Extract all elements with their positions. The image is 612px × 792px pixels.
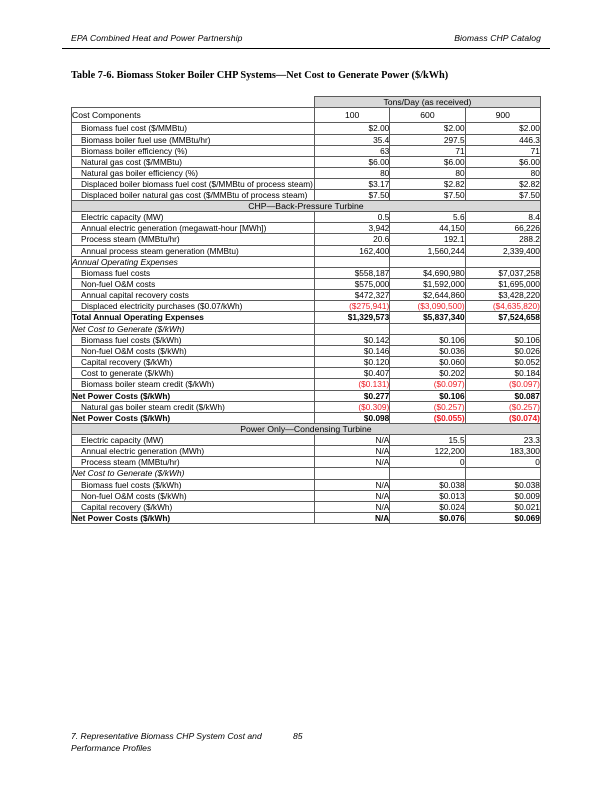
table-row [72, 512, 541, 523]
row-value-900: $7,524,658 [465, 312, 540, 323]
table-row [72, 134, 541, 145]
table-container [71, 96, 540, 524]
row-label: Annual electric generation (megawatt-hour [MWh]) [72, 223, 315, 234]
row-value-900: $3,428,220 [465, 290, 540, 301]
row-value-600: 122,200 [390, 445, 465, 456]
table-row [72, 490, 541, 501]
table-row [72, 156, 541, 167]
row-value-600: 297.5 [390, 134, 465, 145]
row-label: Displaced boiler natural gas cost ($/MMBtu of process steam) [72, 190, 315, 201]
table-row [72, 401, 541, 412]
page-number: 85 [293, 731, 303, 741]
table-row [72, 312, 541, 323]
table-row [72, 357, 541, 368]
row-label: Electric capacity (MW) [72, 434, 315, 445]
row-label: Net Power Costs ($/kWh) [72, 412, 315, 423]
row-value-100: 3,942 [315, 223, 390, 234]
row-value-600: $0.202 [390, 368, 465, 379]
row-value-900: 0 [465, 457, 540, 468]
table-row [72, 245, 541, 256]
row-value-600: $0.013 [390, 490, 465, 501]
running-head [71, 33, 541, 43]
table-row [72, 479, 541, 490]
table-row [72, 390, 541, 401]
row-value-900: ($0.074) [465, 412, 540, 423]
table-row [72, 268, 541, 279]
row-value-100: N/A [315, 434, 390, 445]
row-label: Process steam (MMBtu/hr) [72, 457, 315, 468]
row-label: Natural gas cost ($/MMBtu) [72, 156, 315, 167]
row-value-900: $6.00 [465, 156, 540, 167]
row-label: Electric capacity (MW) [72, 212, 315, 223]
table-row [72, 301, 541, 312]
row-value-600: 15.5 [390, 434, 465, 445]
table-row [72, 379, 541, 390]
column-header-tons-900: 900 [465, 108, 540, 123]
row-value-100: N/A [315, 490, 390, 501]
row-label: Biomass boiler efficiency (%) [72, 145, 315, 156]
row-value-600: ($0.055) [390, 412, 465, 423]
table-row [72, 223, 541, 234]
row-value-900: 80 [465, 167, 540, 178]
row-value-100: 35.4 [315, 134, 390, 145]
row-value-900: $1,695,000 [465, 279, 540, 290]
row-label: Annual electric generation (MWh) [72, 445, 315, 456]
row-value-100: $0.098 [315, 412, 390, 423]
row-value-600: ($0.097) [390, 379, 465, 390]
column-header-cost-components: Cost Components [72, 108, 315, 123]
row-value-100: N/A [315, 501, 390, 512]
row-value-900: $0.038 [465, 479, 540, 490]
subsection-empty-cell [390, 468, 465, 479]
table-corner-cell [72, 97, 315, 108]
row-value-900: $0.106 [465, 334, 540, 345]
table-row [72, 434, 541, 445]
row-label: Non-fuel O&M costs [72, 279, 315, 290]
subsection-empty-cell [390, 323, 465, 334]
row-value-600: $0.038 [390, 479, 465, 490]
subsection-label: Net Cost to Generate ($/kWh) [72, 323, 315, 334]
table-body [72, 97, 541, 524]
row-label: Natural gas boiler steam credit ($/kWh) [72, 401, 315, 412]
running-head-rule [62, 48, 550, 49]
table-subsection-row [72, 256, 541, 267]
row-value-900: 23.3 [465, 434, 540, 445]
row-value-600: $0.106 [390, 390, 465, 401]
row-value-900: 288.2 [465, 234, 540, 245]
row-label: Biomass fuel cost ($/MMBtu) [72, 123, 315, 134]
row-value-100: $0.277 [315, 390, 390, 401]
table-row [72, 179, 541, 190]
row-label: Annual process steam generation (MMBtu) [72, 245, 315, 256]
row-value-100: ($275,941) [315, 301, 390, 312]
tons-per-day-span-header: Tons/Day (as received) [315, 97, 541, 108]
row-value-100: 63 [315, 145, 390, 156]
row-value-900: ($0.257) [465, 401, 540, 412]
row-value-600: 71 [390, 145, 465, 156]
row-value-100: $0.407 [315, 368, 390, 379]
subsection-empty-cell [315, 256, 390, 267]
section-header-label: Power Only—Condensing Turbine [72, 423, 541, 434]
row-label: Capital recovery ($/kWh) [72, 357, 315, 368]
row-value-900: $0.087 [465, 390, 540, 401]
row-value-600: $7.50 [390, 190, 465, 201]
row-value-100: ($0.131) [315, 379, 390, 390]
row-value-100: N/A [315, 457, 390, 468]
row-value-600: 192.1 [390, 234, 465, 245]
table-row [72, 412, 541, 423]
table-section-header-row [72, 423, 541, 434]
row-label: Natural gas boiler efficiency (%) [72, 167, 315, 178]
table-row [72, 123, 541, 134]
row-value-100: $0.142 [315, 334, 390, 345]
table-row [72, 167, 541, 178]
row-value-900: $0.026 [465, 346, 540, 357]
running-head-right: Biomass CHP Catalog [454, 33, 541, 43]
row-value-600: 80 [390, 167, 465, 178]
row-label: Non-fuel O&M costs ($/kWh) [72, 490, 315, 501]
column-header-tons-600: 600 [390, 108, 465, 123]
row-label: Biomass boiler steam credit ($/kWh) [72, 379, 315, 390]
row-value-100: $1,329,573 [315, 312, 390, 323]
subsection-label: Net Cost to Generate ($/kWh) [72, 468, 315, 479]
subsection-empty-cell [465, 323, 540, 334]
row-value-100: 80 [315, 167, 390, 178]
row-value-100: $3.17 [315, 179, 390, 190]
row-value-600: $0.060 [390, 357, 465, 368]
column-header-tons-100: 100 [315, 108, 390, 123]
row-value-600: $5,837,340 [390, 312, 465, 323]
row-value-900: 8.4 [465, 212, 540, 223]
row-label: Process steam (MMBtu/hr) [72, 234, 315, 245]
row-value-900: 446.3 [465, 134, 540, 145]
row-value-600: $2.82 [390, 179, 465, 190]
row-value-600: $2.00 [390, 123, 465, 134]
row-value-100: $558,187 [315, 268, 390, 279]
row-value-100: 162,400 [315, 245, 390, 256]
row-value-600: $0.024 [390, 501, 465, 512]
row-value-900: $0.021 [465, 501, 540, 512]
table-row [72, 279, 541, 290]
subsection-empty-cell [465, 468, 540, 479]
row-value-100: N/A [315, 479, 390, 490]
table-subsection-row [72, 468, 541, 479]
footer-section-title: 7. Representative Biomass CHP System Cost and Performance Profiles [71, 731, 262, 753]
row-value-600: $0.036 [390, 346, 465, 357]
row-value-900: ($0.097) [465, 379, 540, 390]
section-header-label: CHP—Back-Pressure Turbine [72, 201, 541, 212]
table-column-header-row [72, 108, 541, 123]
row-value-900: 2,339,400 [465, 245, 540, 256]
table-section-header-row [72, 201, 541, 212]
table-row [72, 457, 541, 468]
row-value-900: ($4,635,820) [465, 301, 540, 312]
table-caption: Table 7-6. Biomass Stoker Boiler CHP Systems—Net Cost to Generate Power ($/kWh) [71, 70, 449, 81]
row-value-600: 5.6 [390, 212, 465, 223]
row-label: Biomass fuel costs ($/kWh) [72, 479, 315, 490]
row-value-100: $472,327 [315, 290, 390, 301]
row-value-900: $0.069 [465, 512, 540, 523]
table-row [72, 368, 541, 379]
row-value-900: 183,300 [465, 445, 540, 456]
row-label: Cost to generate ($/kWh) [72, 368, 315, 379]
row-value-600: 1,560,244 [390, 245, 465, 256]
page-footer [71, 731, 471, 754]
row-label: Capital recovery ($/kWh) [72, 501, 315, 512]
row-value-100: $6.00 [315, 156, 390, 167]
table-row [72, 334, 541, 345]
row-value-600: $6.00 [390, 156, 465, 167]
table-row [72, 190, 541, 201]
row-value-100: N/A [315, 512, 390, 523]
subsection-empty-cell [315, 323, 390, 334]
row-value-600: 0 [390, 457, 465, 468]
row-value-900: $2.00 [465, 123, 540, 134]
row-value-100: $0.120 [315, 357, 390, 368]
row-value-100: $7.50 [315, 190, 390, 201]
row-label: Biomass boiler fuel use (MMBtu/hr) [72, 134, 315, 145]
row-value-100: 20.6 [315, 234, 390, 245]
running-head-left: EPA Combined Heat and Power Partnership [71, 33, 243, 43]
table-row [72, 346, 541, 357]
row-value-900: $0.009 [465, 490, 540, 501]
table-subsection-row [72, 323, 541, 334]
row-label: Net Power Costs ($/kWh) [72, 390, 315, 401]
row-value-900: $7,037,258 [465, 268, 540, 279]
row-label: Biomass fuel costs ($/kWh) [72, 334, 315, 345]
table-row [72, 501, 541, 512]
subsection-label: Annual Operating Expenses [72, 256, 315, 267]
subsection-empty-cell [315, 468, 390, 479]
row-value-900: 71 [465, 145, 540, 156]
subsection-empty-cell [465, 256, 540, 267]
row-label: Displaced electricity purchases ($0.07/kWh) [72, 301, 315, 312]
row-value-600: $0.106 [390, 334, 465, 345]
row-value-100: 0.5 [315, 212, 390, 223]
row-value-900: $7.50 [465, 190, 540, 201]
row-value-600: $2,644,860 [390, 290, 465, 301]
row-value-900: $0.184 [465, 368, 540, 379]
row-value-600: ($3,090,500) [390, 301, 465, 312]
row-value-900: 66,226 [465, 223, 540, 234]
row-value-600: ($0.257) [390, 401, 465, 412]
table-row [72, 445, 541, 456]
row-value-600: $1,592,000 [390, 279, 465, 290]
table-row [72, 145, 541, 156]
row-value-100: $2.00 [315, 123, 390, 134]
row-label: Displaced boiler biomass fuel cost ($/MMBtu of process steam) [72, 179, 315, 190]
row-label: Net Power Costs ($/kWh) [72, 512, 315, 523]
table-row [72, 234, 541, 245]
table-row [72, 290, 541, 301]
row-value-100: ($0.309) [315, 401, 390, 412]
row-label: Biomass fuel costs [72, 268, 315, 279]
row-label: Annual capital recovery costs [72, 290, 315, 301]
row-label: Total Annual Operating Expenses [72, 312, 315, 323]
row-value-900: $2.82 [465, 179, 540, 190]
table-span-header-row [72, 97, 541, 108]
row-value-600: 44,150 [390, 223, 465, 234]
cost-table [71, 96, 541, 524]
row-value-100: N/A [315, 445, 390, 456]
row-value-600: $4,690,980 [390, 268, 465, 279]
row-value-100: $575,000 [315, 279, 390, 290]
row-value-900: $0.052 [465, 357, 540, 368]
row-value-100: $0.146 [315, 346, 390, 357]
row-value-600: $0.076 [390, 512, 465, 523]
table-row [72, 212, 541, 223]
subsection-empty-cell [390, 256, 465, 267]
row-label: Non-fuel O&M costs ($/kWh) [72, 346, 315, 357]
